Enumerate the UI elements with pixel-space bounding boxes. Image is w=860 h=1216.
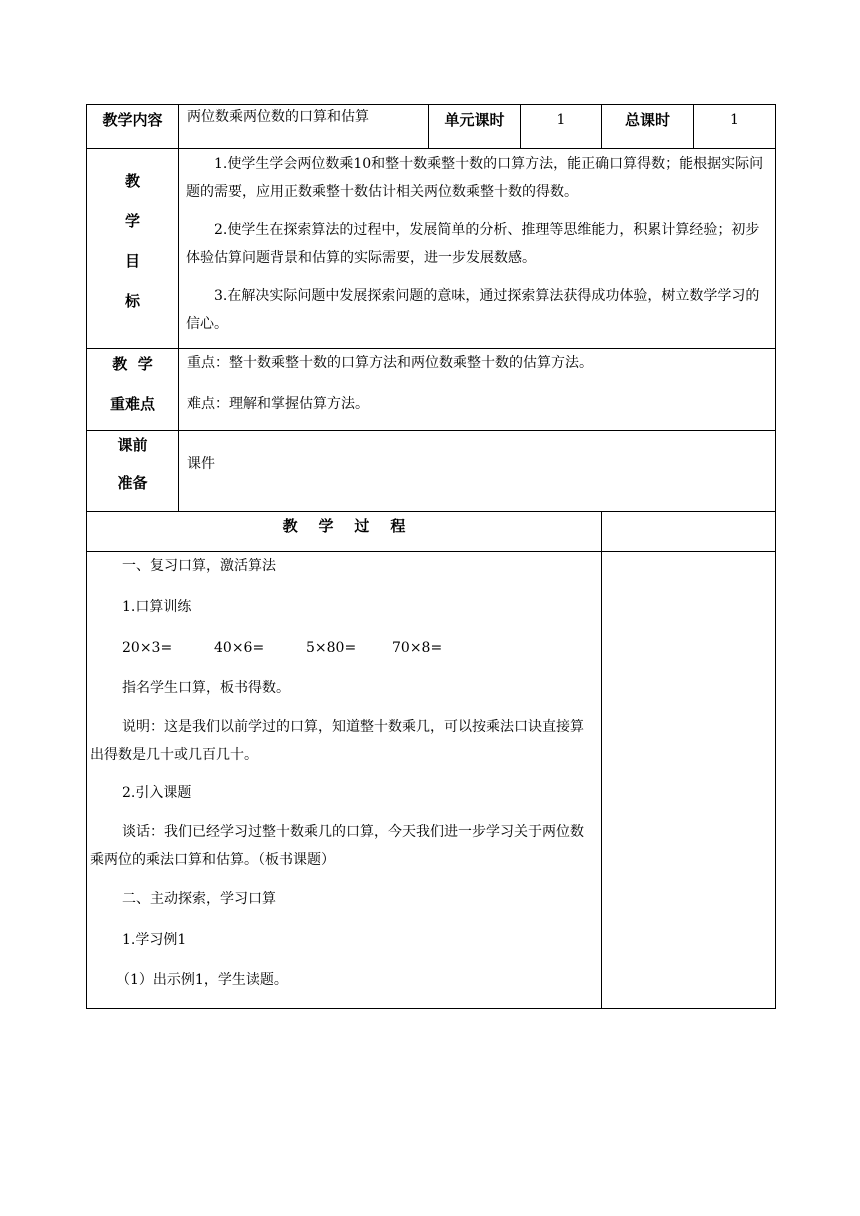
keypoints-label-line1: 教 学 xyxy=(112,355,153,373)
process-line: 一、复习口算，激活算法 xyxy=(122,558,276,574)
row-divider-header xyxy=(86,148,776,149)
objectives-label-char: 学 xyxy=(124,212,140,230)
keypoints-label-line2: 重难点 xyxy=(109,395,155,413)
exercise-item: 40×6= xyxy=(214,640,265,656)
objectives-content xyxy=(186,150,770,348)
content-label: 教学内容 xyxy=(102,111,163,129)
prep-label-line1: 课前 xyxy=(117,436,148,454)
total-hours-value: 1 xyxy=(730,112,739,128)
process-line: （1）出示例1，学生读题。 xyxy=(116,972,288,988)
keypoints-focus: 重点：整十数乘整十数的口算方法和两位数乘整十数的估算方法。 xyxy=(187,355,593,371)
total-hours-label: 总课时 xyxy=(624,111,670,129)
objectives-label-char: 标 xyxy=(124,292,140,310)
row-divider-keypoints xyxy=(86,430,776,431)
content-value: 两位数乘两位数的口算和估算 xyxy=(187,109,369,125)
table-border-bottom xyxy=(86,1008,776,1009)
objective-item: 2.使学生在探索算法的过程中，发展简单的分析、推理等思维能力，积累计算经验；初步体验估算问题背景和估算的实际需要，进一步发展数感。 xyxy=(186,222,760,266)
unit-hours-value: 1 xyxy=(556,112,566,128)
objectives-label-char: 教 xyxy=(124,172,140,190)
process-line: 2.引入课题 xyxy=(122,785,192,801)
process-talk: 谈话：我们已经学习过整十数乘几的口算，今天我们进一步学习关于两位数乘两位的乘法口算和估算。（板书课题） xyxy=(90,824,584,868)
process-paragraph xyxy=(90,818,596,884)
prep-label-line2: 准备 xyxy=(117,474,148,492)
table-border-right xyxy=(775,104,776,1009)
unit-hours-label: 单元课时 xyxy=(444,111,505,129)
objective-item: 1.使学生学会两位数乘10和整十数乘整十数的口算方法，能正确口算得数；能根据实际问题的需要，应用正数乘整十数估计相关两位数乘整十数的得数。 xyxy=(186,156,764,200)
process-notes-divider xyxy=(601,511,602,1009)
process-explanation: 说明：这是我们以前学过的口算，知道整十数乘几，可以按乘法口诀直接算出得数是几十或几百几十。 xyxy=(90,719,584,763)
prep-label xyxy=(87,434,178,494)
exercise-item: 5×80= xyxy=(306,640,357,656)
objectives-label-char: 目 xyxy=(124,252,140,270)
process-title: 教 学 过 程 xyxy=(282,517,406,535)
process-line: 1.口算训练 xyxy=(122,599,192,615)
objective-item: 3.在解决实际问题中发展探索问题的意味，通过探索算法获得成功体验，树立数学学习的信心。 xyxy=(186,288,760,332)
label-column-divider xyxy=(178,104,179,512)
prep-value: 课件 xyxy=(187,456,215,472)
objectives-label xyxy=(87,168,178,328)
keypoints-label xyxy=(87,352,178,416)
process-paragraph xyxy=(90,713,596,779)
exercise-item: 70×8= xyxy=(392,640,443,656)
keypoints-difficulty: 难点：理解和掌握估算方法。 xyxy=(187,396,369,412)
process-line: 1.学习例1 xyxy=(122,932,187,948)
process-line: 二、主动探索，学习口算 xyxy=(122,891,276,907)
exercise-item: 20×3= xyxy=(122,640,173,656)
process-line: 指名学生口算，板书得数。 xyxy=(122,680,290,696)
